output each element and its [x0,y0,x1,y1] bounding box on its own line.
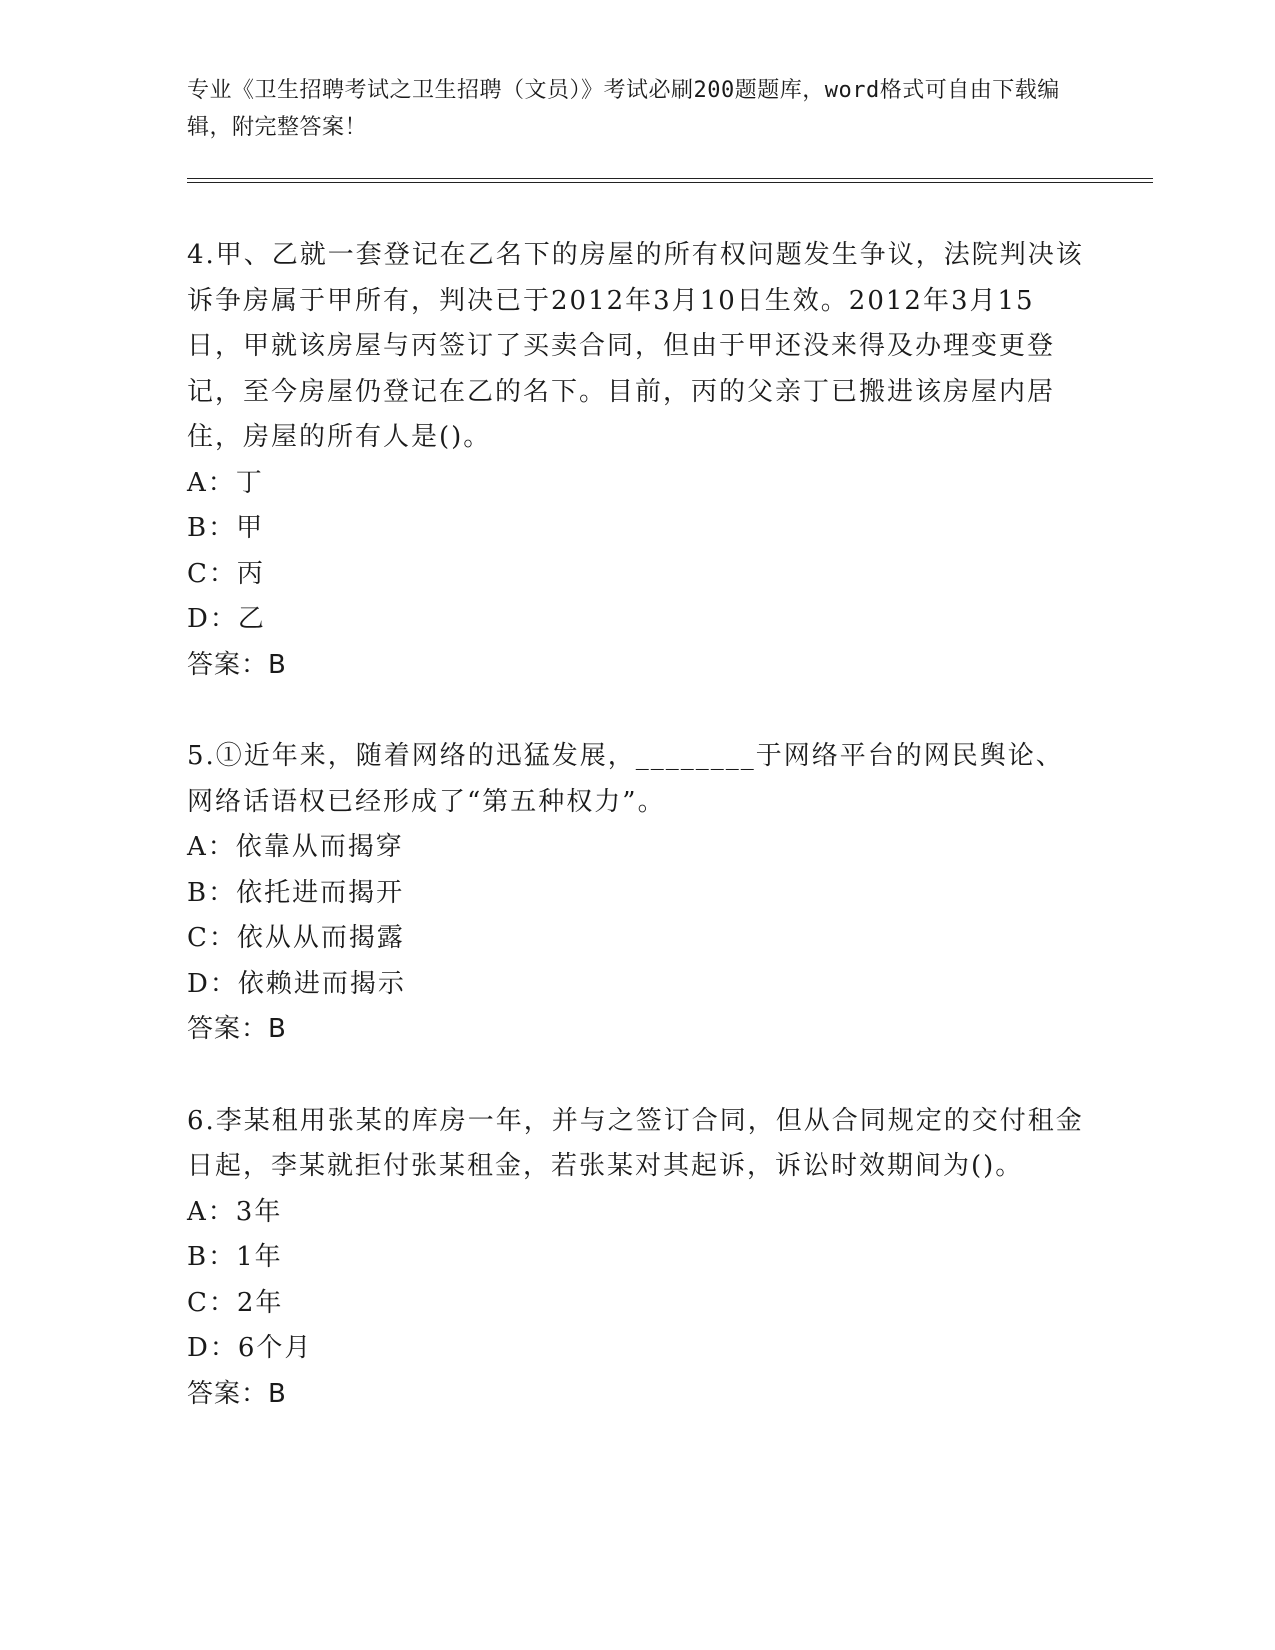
answer-line: 答案：B [187,649,287,680]
option-c: C：依从从而揭露 [187,923,405,953]
option-b: B：1年 [187,1242,283,1272]
header-divider-top [187,178,1153,179]
option-c: C：2年 [187,1287,284,1318]
question-text: 6.李某租用张某的库房一年，并与之签订合同，但从合同规定的交付租金日起，李某就拒付张某租金，若张某对其起诉，诉讼时效期间为()。 [187,1105,1084,1181]
option-d: D：乙 [187,604,266,634]
question-text: 5.①近年来，随着网络的迅猛发展，________于网络平台的网民舆论、网络话语权已经形成了“第五种权力”。 [187,741,1064,817]
option-d: D：6个月 [187,1333,313,1363]
question-text: 4.甲、乙就一套登记在乙名下的房屋的所有权问题发生争议，法院判决该诉争房属于甲所有，判决已于2012年3月10日生效。2012年3月15日，甲就该房屋与丙签订了买卖合同，但由于甲还没来得及办理变更登记，至今房屋仍登记在乙的名下。目前，丙的父亲丁已搬进该房屋内居住，房屋的所有人是()。 [187,240,1084,452]
document-intro: 专业《卫生招聘考试之卫生招聘（文员）》考试必刷200题题库，word格式可自由下载编辑，附完整答案！ [187,78,1060,140]
option-d: D：依赖进而揭示 [187,968,406,999]
option-a: A：丁 [187,467,264,498]
question-list [187,233,1087,1417]
answer-line: 答案：B [187,1014,287,1044]
question-6 [187,1099,1087,1418]
answer-line: 答案：B [187,1378,287,1409]
option-b: B：依托进而揭开 [187,877,405,908]
question-5 [187,734,1087,1053]
question-spacer [187,688,1087,734]
option-c: C：丙 [187,558,265,589]
option-a: A：3年 [187,1196,283,1227]
question-4 [187,233,1087,688]
option-a: A：依靠从而揭穿 [187,832,404,862]
header-divider-bottom [187,182,1153,183]
option-b: B：甲 [187,513,265,543]
question-spacer [187,1053,1087,1099]
